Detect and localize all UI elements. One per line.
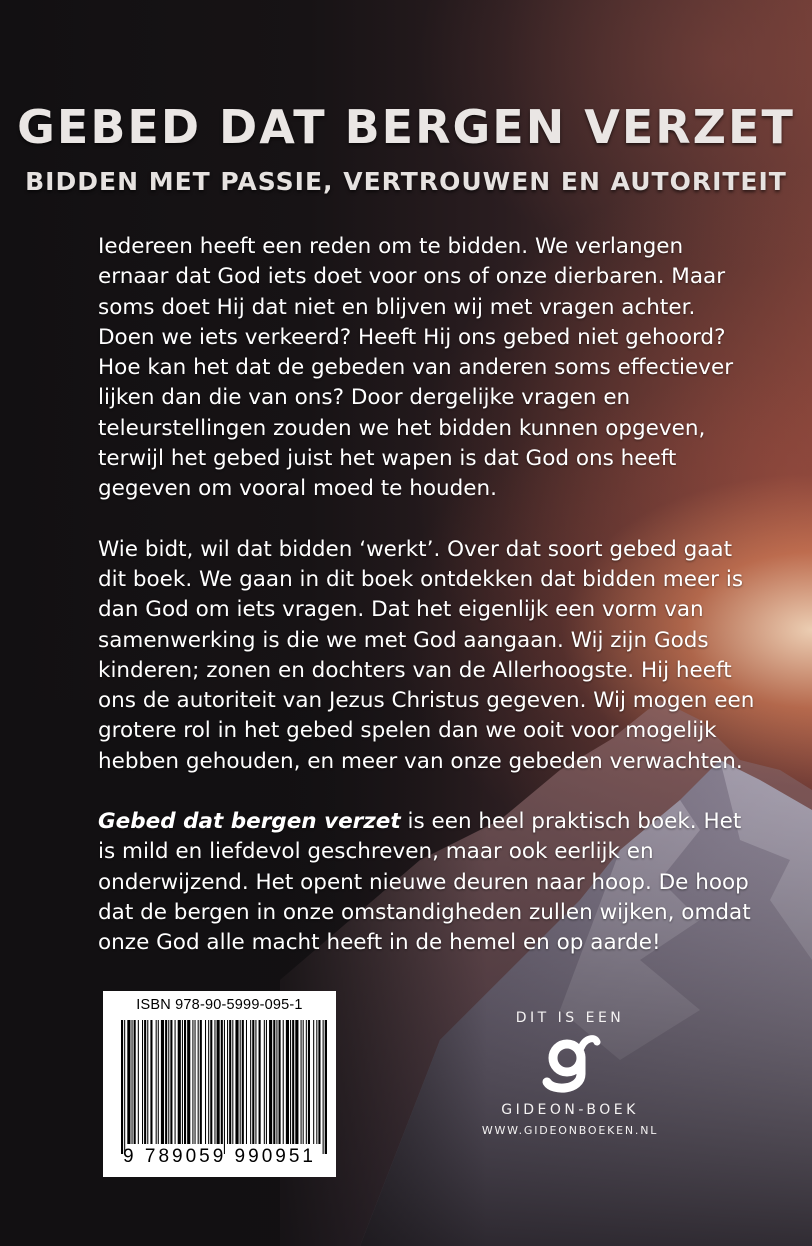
publisher-intro: DIT IS EEN <box>515 1010 625 1026</box>
isbn-barcode <box>103 991 336 1177</box>
blurb-paragraph-2: Wie bidt, wil dat bidden ‘werkt’. Over dat soort gebed gaat dit boek. We gaan in dit boek ontdekken dat bidden meer is dan God om iets vragen. Dat het eigenlijk een vorm van samenwerking is die we met God aangaan. Wij zijn Gods kinderen; zonen en dochters van de Allerhoogste. Hij heeft ons de autoriteit van Jezus Christus gegeven. Wij mogen een grotere rol in het gebed spelen dan we ooit voor mogelijk hebben gehouden, en meer van onze gebeden verwachten. <box>98 536 755 774</box>
publisher-url[interactable]: WWW.GIDEONBOEKEN.NL <box>481 1124 659 1137</box>
isbn-digits: 9 789059 990951 <box>123 1146 316 1167</box>
publisher-name: GIDEON-BOEK <box>501 1102 639 1118</box>
book-subtitle: BIDDEN MET PASSIE, VERTROUWEN EN AUTORITEIT <box>25 167 787 196</box>
publisher-block <box>470 1010 670 1137</box>
blurb-paragraph-3-rest: is een heel praktisch boek. Het is mild en liefdevol geschreven, maar ook eerlijk en onderwijzend. Het opent nieuwe deuren naar hoop. De hoop dat de bergen in onze omstandigheden zullen wijken, omdat onze God alle macht heeft in de hemel en op aarde! <box>98 809 751 956</box>
book-title: GEBED DAT BERGEN VERZET <box>17 100 795 154</box>
book-title-inline: Gebed dat bergen verzet <box>98 809 401 835</box>
blurb-text <box>98 232 758 989</box>
barcode-bars <box>121 1020 327 1154</box>
blurb-paragraph-3 <box>98 807 758 958</box>
isbn-label: ISBN 978-90-5999-095-1 <box>136 997 303 1013</box>
g-logo-icon <box>539 1034 601 1096</box>
blurb-paragraph-1: Iedereen heeft een reden om te bidden. We verlangen ernaar dat God iets doet voor ons of onze dierbaren. Maar soms doet Hij dat niet en blijven wij met vragen achter. Doen we iets verkeerd? Heeft Hij ons gebed niet gehoord? Hoe kan het dat de gebeden van anderen soms effectiever lijken dan die van ons? Door dergelijke vragen en teleurstellingen zouden we het bidden kunnen opgeven, terwijl het gebed juist het wapen is dat God ons heeft gegeven om vooral moed te houden. <box>98 234 734 502</box>
